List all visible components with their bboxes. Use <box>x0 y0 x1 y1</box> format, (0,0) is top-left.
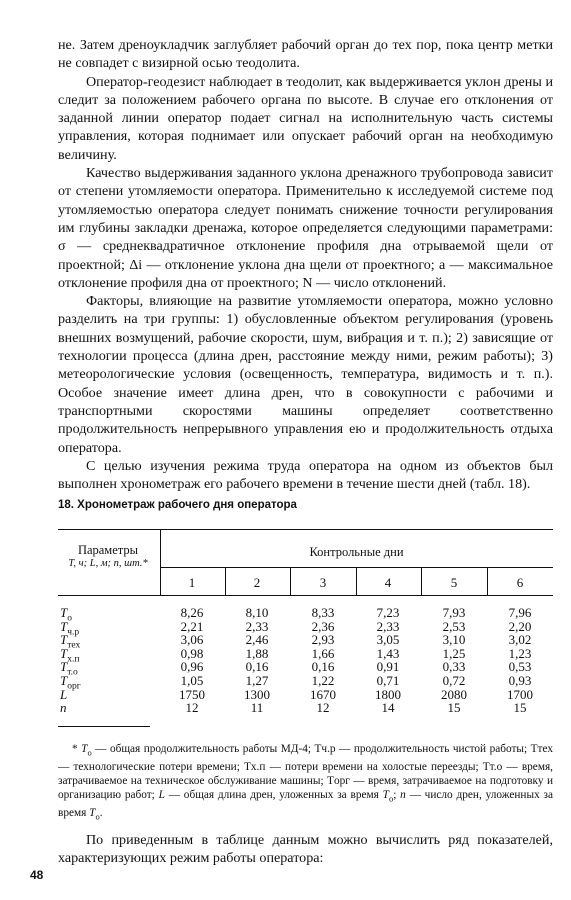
table-cell: 3,02 <box>508 632 532 648</box>
table-cell: 8,10 <box>245 605 269 620</box>
table-cell: 7,93 <box>442 605 466 620</box>
table-cell: 1,05 <box>180 673 204 688</box>
table-cell: 11 <box>250 700 264 716</box>
table-cell: 1,43 <box>376 645 400 661</box>
header-bottom-rule <box>58 595 553 596</box>
table-cell: 1,88 <box>245 645 269 661</box>
day-divider <box>356 567 357 595</box>
page-number: 48 <box>30 868 44 882</box>
row-label: L <box>60 686 68 702</box>
table-caption: 18. Хронометраж рабочего дня оператора <box>58 499 297 511</box>
row-label: $T_{ч.р}$ <box>60 618 80 638</box>
table-cell: 15 <box>447 700 461 716</box>
table-cell: 0,16 <box>245 659 269 675</box>
table-cell: 0,96 <box>180 659 204 675</box>
params-header-title: Параметры <box>77 543 139 557</box>
table-cell: 1,27 <box>245 673 269 688</box>
table-top-rule <box>58 529 553 530</box>
row-label: n <box>60 700 67 716</box>
table-cell: 3,05 <box>376 632 400 648</box>
table-cell: 0,93 <box>508 673 532 688</box>
table-cell: 1,23 <box>508 645 532 661</box>
table-footnote <box>58 742 553 823</box>
table-cell: 0,33 <box>442 659 466 675</box>
params-header-units: T, ч; L, м; n, шт.* <box>68 558 148 569</box>
table-cell: 2080 <box>441 686 467 702</box>
table-cell: 1300 <box>244 686 270 702</box>
table-cell: 3,06 <box>180 632 204 648</box>
day-number: 1 <box>188 575 196 590</box>
params-header <box>58 543 158 571</box>
day-divider <box>225 567 226 595</box>
table-cell: 1800 <box>375 686 401 702</box>
table-cell: 1750 <box>179 686 205 702</box>
table-cell: 1,22 <box>311 673 335 688</box>
table-cell: 0,53 <box>508 659 532 675</box>
table-cell: 0,71 <box>376 673 400 688</box>
table-cell: 0,98 <box>180 645 204 661</box>
table-cell: 0,72 <box>442 673 466 688</box>
table-cell: 15 <box>513 700 527 716</box>
day-number: 4 <box>384 575 392 590</box>
paragraph-5: С целью изучения режима труда оператора на одном из объектов был выполнен хронометраж его рабочего времени в течение шести дней (табл. 18). <box>58 457 553 493</box>
day-number: 6 <box>516 575 524 590</box>
table-cell: 1670 <box>310 686 336 702</box>
table-cell: 2,93 <box>311 632 335 648</box>
paragraph-2: Оператор-геодезист наблюдает в теодолит, как выдерживается уклон дрены и следит за положением рабочего органа по высоте. В случае его отклонения от заданной линии оператор подает сигнал на исполнительную часть системы управления, которая поднимает или опускает рабочий орган на необходимую величину. <box>58 73 553 163</box>
paragraph-4: Факторы, влияющие на развитие утомляемости оператора, можно условно разделить на три группы: 1) обусловленные объектом регулирования (уровень внешних возмущений, рабочие скорости, шум, вибрация и т. п.); 2) зависящие от технологии процесса (длина дрен, расстояние между ними, режим работы); 3) метеорологические условия (освещенность, температура, видимость и т. п.). Особое значение имеет длина дрен, что в совокупности с рабочими и транспортными скоростями машины определяет соответственно продолжительность непрерывного управления ею и продолжительность отдыха оператора. <box>58 293 553 456</box>
table-cell: 1700 <box>507 686 533 702</box>
row-label: $T_o$ <box>60 605 72 624</box>
table-cell: 1,66 <box>311 645 335 661</box>
final-text <box>58 831 553 868</box>
table-cell: 2,33 <box>376 618 400 634</box>
table-cell: 2,53 <box>442 618 466 634</box>
table-cell: 7,96 <box>508 605 532 620</box>
paragraph-3: Качество выдерживания заданного уклона дренажного трубопровода зависит от степени утомляемости оператора. Применительно к исследуемой системе под утомляемостью оператора следует понимать снижение точности регулирования им глубины закладки дренажа, которое определяется следующими параметрами: σ — среднеквадратичное отклонение профиля дна отрываемой щели от проектной; Δi — отклонение уклона дна щели от проектного; a — максимальное отклонение профиля дна от проектного; N — число отклонений. <box>58 165 553 291</box>
table-cell: 1,25 <box>442 645 466 661</box>
body-text <box>58 36 553 493</box>
day-divider <box>290 567 291 595</box>
table-cell: 12 <box>185 700 199 716</box>
table-cell: 8,33 <box>311 605 335 620</box>
days-header: Контрольные дни <box>309 545 404 559</box>
params-column-divider <box>160 529 161 595</box>
table-cell: 14 <box>381 700 395 716</box>
table-cell: 2,21 <box>180 618 204 634</box>
table-cell: 12 <box>316 700 330 716</box>
row-label: $T_{орг}$ <box>60 673 81 692</box>
row-label: $T_{т.о}$ <box>60 659 78 678</box>
table-cell: 0,91 <box>376 659 400 675</box>
row-label: $T_{х.п}$ <box>60 645 80 665</box>
day-divider <box>487 567 488 595</box>
table-cell: 2,33 <box>245 618 269 634</box>
day-number: 5 <box>450 575 458 590</box>
table-cell: 8,26 <box>180 605 204 620</box>
day-number: 3 <box>319 575 327 590</box>
final-paragraph: По приведенным в таблице данным можно вычислить ряд показателей, характеризующих режим работы оператора: <box>58 832 553 867</box>
paragraph-1: не. Затем дреноукладчик заглубляет рабочий орган до тех пор, пока центр метки не совпадет с визирной осью теодолита. <box>58 37 553 72</box>
table-cell: 0,16 <box>311 659 335 675</box>
row-label: $T_{тех}$ <box>60 632 81 651</box>
table-cell: 2,46 <box>245 632 269 648</box>
table-cell: 2,20 <box>508 618 532 634</box>
footnote-rule <box>58 726 150 727</box>
table-cell: 7,23 <box>376 605 400 620</box>
table-cell: 2,36 <box>311 618 335 634</box>
footnote-text: * $T_o$ — общая продолжительность работы МД-4; Tч.р — продолжительность чистой работы; Tтех — технологические потери времени; Tх.п — потери времени на холостые переезды; Tт.о — время, затрачиваемое на техническое обслуживание машины; Tорг — время, затрачиваемое на подготовку и организацию работ; L — общая длина дрен, уложенных за время $T_o$; n — число дрен, уложенных за время $T_o$. <box>58 743 553 821</box>
day-divider <box>421 567 422 595</box>
day-number: 2 <box>253 575 261 590</box>
table-cell: 3,10 <box>442 632 466 648</box>
